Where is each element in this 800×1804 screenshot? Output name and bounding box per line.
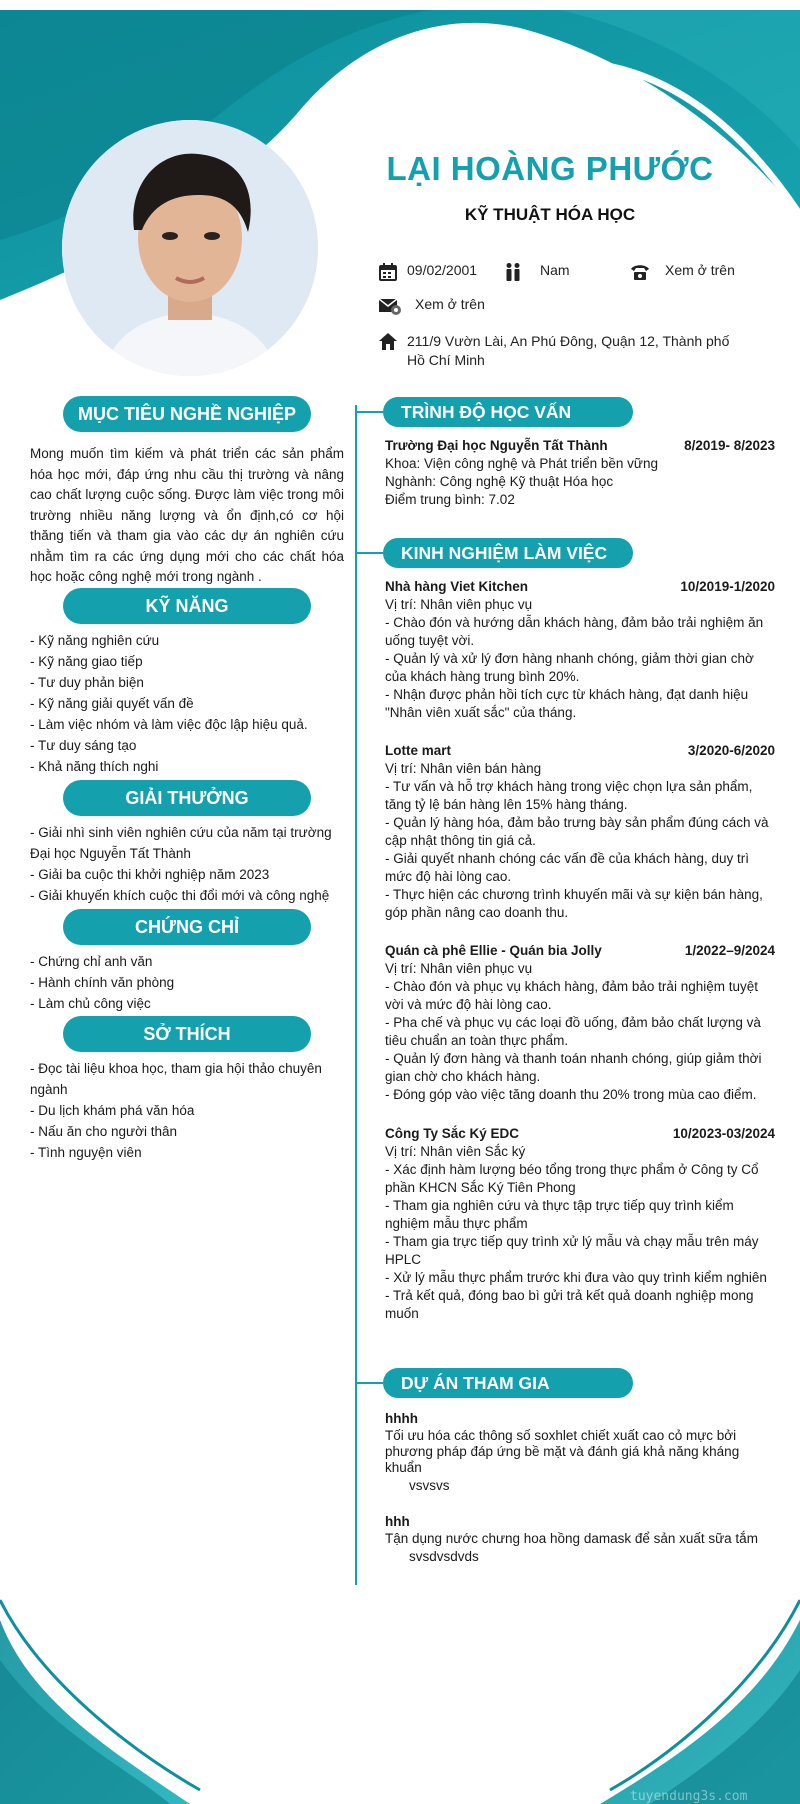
list-item: - Du lịch khám phá văn hóa	[30, 1103, 195, 1118]
list-item: - Chứng chỉ anh văn	[30, 954, 153, 969]
entry-line: - Xử lý mẫu thực phẩm trước khi đưa vào quy trình kiểm nghiên	[385, 1270, 767, 1285]
entry-line: Vị trí: Nhân viên Sắc ký	[385, 1144, 526, 1159]
candidate-major: KỸ THUẬT HÓA HỌC	[464, 205, 636, 224]
job-company: Lotte mart	[385, 743, 452, 758]
entry-header	[385, 437, 775, 455]
objective-text: Mong muốn tìm kiếm và phát triển các sản phẩm hóa học mới, đáp ứng nhu cầu thị trường và nâng cao chất lượng cuộc sống. Được làm việc trong môi trường nhiều năng lượng và ổn định,có cơ hội thăng tiến và tham gia vào các dự án nghiên cứu nhằm tìm ra các ứng dụng mới cho các chất hóa học hoặc công nghệ mới trong ngành .	[30, 446, 344, 584]
job-period: 10/2023-03/2024	[672, 1126, 775, 1141]
entry-line: - Chào đón và phục vụ khách hàng, đảm bảo trải nghiệm tuyệt vời và mức độ hài lòng cao.	[385, 979, 758, 1012]
list-item: - Hành chính văn phòng	[30, 975, 175, 990]
profile-photo	[62, 120, 318, 376]
hobbies-heading: SỞ THÍCH	[63, 1016, 311, 1052]
job-company: Công Ty Sắc Ký EDC	[385, 1126, 520, 1141]
list-item: - Giải nhì sinh viên nghiên cứu của năm tại trường Đại học Nguyễn Tất Thành	[30, 825, 332, 861]
list-item: - Giải khuyến khích cuộc thi đổi mới và công nghệ	[30, 888, 330, 903]
list-item: - Khả năng thích nghi	[30, 759, 159, 774]
awards-heading: GIẢI THƯỞNG	[63, 780, 311, 816]
entry-line: Vị trí: Nhân viên phục vụ	[385, 961, 533, 976]
project-entry	[385, 1513, 775, 1567]
timeline-connector	[355, 411, 383, 413]
project-extra: vsvsvs	[409, 1478, 450, 1493]
entry-line: - Tham gia nghiên cứu và thực tập trực tiếp quy trình kiểm nghiệm mẫu thực phẩm	[385, 1198, 734, 1231]
project-name: hhh	[385, 1514, 410, 1529]
list-item: - Làm việc nhóm và làm việc độc lập hiệu quả.	[30, 717, 308, 732]
entry-line: - Chào đón và hướng dẫn khách hàng, đảm bảo trải nghiệm ăn uống tuyệt vời.	[385, 615, 764, 648]
email-row	[378, 296, 485, 316]
list-item: - Làm chủ công việc	[30, 996, 151, 1011]
certificates-list	[30, 951, 344, 1014]
entry-line: - Quản lý và xử lý đơn hàng nhanh chóng, giảm thời gian chờ của khách hàng trung bình 20%.	[385, 651, 754, 684]
certificates-section	[30, 909, 344, 1014]
objective-section	[30, 396, 344, 588]
experience-heading: KINH NGHIỆM LÀM VIỆC	[383, 538, 633, 568]
job-entry	[385, 942, 775, 1104]
list-item: - Giải ba cuộc thi khởi nghiệp năm 2023	[30, 867, 270, 882]
skills-list	[30, 630, 344, 777]
list-item: - Nấu ăn cho người thân	[30, 1124, 177, 1139]
entry-line: - Quản lý hàng hóa, đảm bảo trưng bày sản phẩm đúng cách và cập nhật thông tin giá cả.	[385, 815, 769, 848]
school-period: 8/2019- 8/2023	[684, 438, 775, 453]
entry-line: - Đóng góp vào việc tăng doanh thu 20% trong mùa cao điểm.	[385, 1087, 757, 1102]
project-entry	[385, 1410, 775, 1496]
list-item: - Kỹ năng giao tiếp	[30, 654, 143, 669]
timeline-connector	[355, 1382, 383, 1384]
job-period: 10/2019-1/2020	[680, 579, 775, 594]
job-entry	[385, 578, 775, 722]
projects-heading: DỰ ÁN THAM GIA	[383, 1368, 633, 1398]
entry-line: Khoa: Viện công nghệ và Phát triển bền vững	[385, 456, 658, 471]
job-period: 3/2020-6/2020	[687, 743, 775, 758]
hobbies-list	[30, 1058, 344, 1163]
project-desc: Tối ưu hóa các thông số soxhlet chiết xuất cao cỏ mực bởi phương pháp đáp ứng bề mặt và đánh giá khả năng kháng khuẩn	[385, 1428, 740, 1475]
entry-line: - Tham gia trực tiếp quy trình xử lý mẫu và chạy mẫu trên máy HPLC	[385, 1234, 759, 1267]
list-item: - Tình nguyện viên	[30, 1145, 142, 1160]
entry-header	[385, 942, 775, 960]
phone-value: Xem ở trên	[665, 262, 735, 278]
birthday-row	[378, 262, 477, 282]
project-desc: Tận dụng nước chưng hoa hồng damask để sản xuất sữa tắm	[385, 1531, 758, 1546]
entry-line: - Nhận được phản hồi tích cực từ khách hàng, đạt danh hiệu "Nhân viên xuất sắc" của tháng.	[385, 687, 749, 720]
list-item: - Đọc tài liệu khoa học, tham gia hội thảo chuyên ngành	[30, 1061, 322, 1097]
people-icon	[503, 262, 523, 282]
certificates-heading: CHỨNG CHỈ	[63, 909, 311, 945]
entry-header	[385, 578, 775, 596]
job-company: Quán cà phê Ellie - Quán bia Jolly	[385, 943, 602, 958]
education-entry	[385, 437, 775, 509]
education-heading: TRÌNH ĐỘ HỌC VẤN	[383, 397, 633, 427]
skills-heading: KỸ NĂNG	[63, 588, 311, 624]
project-extra: svsdvsdvds	[409, 1549, 479, 1564]
entry-line: - Thực hiện các chương trình khuyến mãi và sự kiện bán hàng, góp phần nâng cao doanh thu.	[385, 887, 763, 920]
job-company: Nhà hàng Viet Kitchen	[385, 579, 529, 594]
entry-line: - Tư vấn và hỗ trợ khách hàng trong việc chọn lựa sản phẩm, tăng tỷ lệ bán hàng lên 15% hàng tháng.	[385, 779, 753, 812]
project-name: hhhh	[385, 1411, 418, 1426]
entry-line: Vị trí: Nhân viên bán hàng	[385, 761, 542, 776]
candidate-name: LẠI HOÀNG PHƯỚC	[386, 150, 714, 187]
awards-section	[30, 780, 344, 906]
email-icon	[378, 296, 402, 316]
entry-line: - Giải quyết nhanh chóng các vấn đề của khách hàng, duy trì mức độ hài lòng cao.	[385, 851, 749, 884]
list-item: - Kỹ năng nghiên cứu	[30, 633, 160, 648]
school-name: Trường Đại học Nguyễn Tất Thành	[385, 438, 608, 453]
list-item: - Tư duy phản biện	[30, 675, 144, 690]
address-row	[378, 332, 750, 370]
timeline-connector	[355, 552, 383, 554]
calendar-icon	[378, 262, 398, 282]
entry-line: - Xác định hàm lượng béo tổng trong thực phẩm ở Công ty Cổ phần KHCN Sắc Ký Tiên Phong	[385, 1162, 759, 1195]
timeline-line	[355, 405, 357, 1585]
entry-line: Nghành: Công nghệ Kỹ thuật Hóa học	[385, 474, 614, 489]
gender-value: Nam	[540, 262, 570, 278]
address-value: 211/9 Vườn Lài, An Phú Đông, Quận 12, Thành phố Hồ Chí Minh	[407, 333, 730, 368]
awards-list	[30, 822, 344, 906]
entry-line: - Quản lý đơn hàng và thanh toán nhanh chóng, giúp giảm thời gian chờ cho khách hàng.	[385, 1051, 762, 1084]
entry-line: - Pha chế và phục vụ các loại đồ uống, đảm bảo chất lượng và tiêu chuẩn an toàn thực phẩm.	[385, 1015, 761, 1048]
phone-icon	[630, 262, 650, 282]
job-period: 1/2022–9/2024	[684, 943, 775, 958]
home-icon	[378, 332, 398, 352]
watermark: tuyendung3s.com	[630, 1789, 748, 1804]
birthday-value: 09/02/2001	[407, 262, 478, 278]
footer-wave-decoration	[0, 1590, 800, 1804]
hobbies-section	[30, 1016, 344, 1163]
objective-heading: MỤC TIÊU NGHỀ NGHIỆP	[63, 396, 311, 432]
job-entry	[385, 742, 775, 922]
entry-line: Vị trí: Nhân viên phục vụ	[385, 597, 533, 612]
list-item: - Kỹ năng giải quyết vấn đề	[30, 696, 194, 711]
job-entry	[385, 1125, 775, 1323]
phone-row	[630, 262, 735, 282]
entry-line: - Trả kết quả, đóng bao bì gửi trả kết quả doanh nghiệp mong muốn	[385, 1288, 754, 1321]
skills-section	[30, 588, 344, 777]
entry-header	[385, 1125, 775, 1143]
entry-header	[385, 742, 775, 760]
list-item: - Tư duy sáng tạo	[30, 738, 137, 753]
gender-row	[503, 262, 570, 282]
entry-line: Điểm trung bình: 7.02	[385, 492, 515, 507]
email-value: Xem ở trên	[415, 296, 485, 312]
